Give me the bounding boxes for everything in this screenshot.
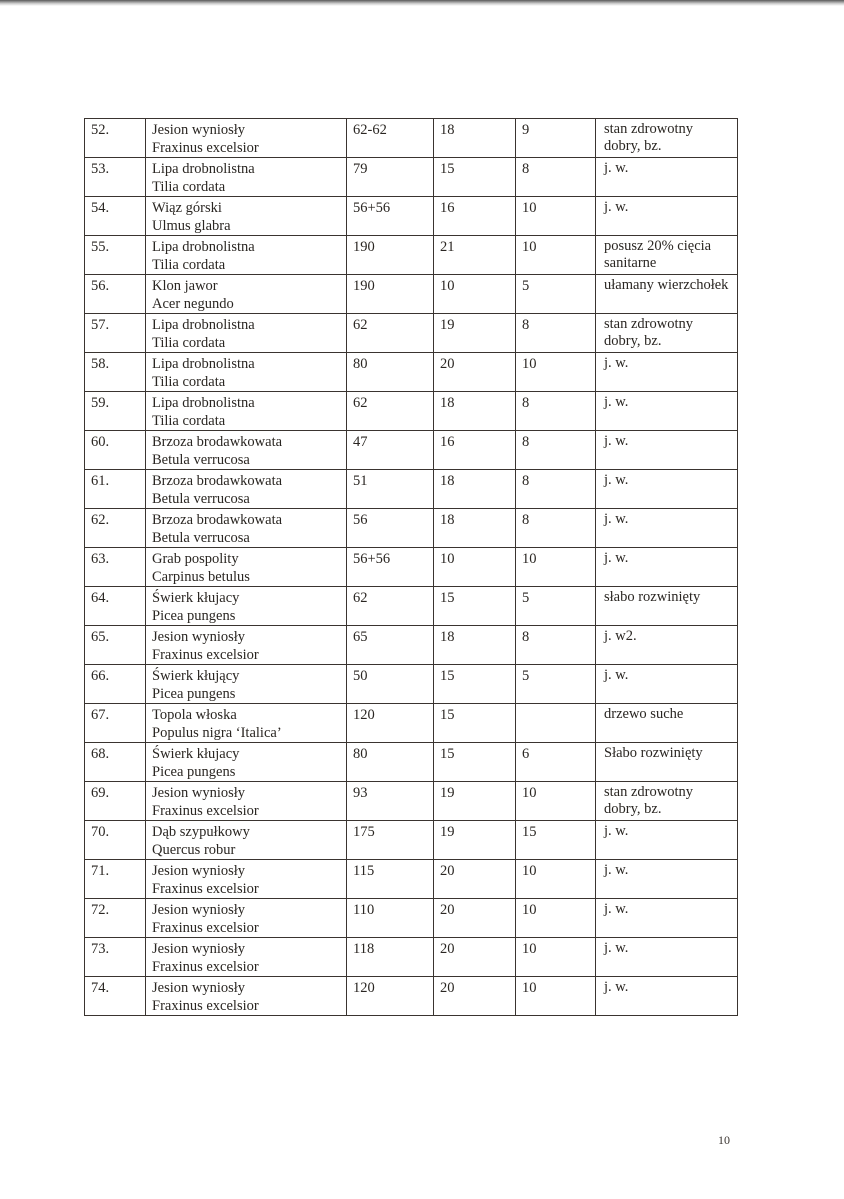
tree-height: 16 (434, 431, 516, 470)
species-latin-name: Fraxinus excelsior (152, 959, 259, 975)
species-polish-name: Jesion wyniosły (152, 629, 246, 645)
condition-note: Słabo rozwinięty (596, 743, 738, 782)
table-row (85, 158, 738, 197)
trunk-circumference: 110 (347, 899, 434, 938)
species-polish-name: Dąb szypułkowy (152, 824, 250, 840)
crown-diameter: 10 (516, 899, 596, 938)
row-number: 74. (85, 977, 146, 1016)
tree-inventory-table (84, 118, 738, 1016)
species-name (146, 899, 347, 938)
species-name (146, 704, 347, 743)
trunk-circumference: 56+56 (347, 197, 434, 236)
species-latin-name: Acer negundo (152, 296, 234, 312)
row-number: 65. (85, 626, 146, 665)
crown-diameter: 6 (516, 743, 596, 782)
species-latin-name: Tilia cordata (152, 335, 226, 351)
table-row (85, 977, 738, 1016)
species-name (146, 587, 347, 626)
table-body (85, 119, 738, 1016)
trunk-circumference: 65 (347, 626, 434, 665)
crown-diameter: 8 (516, 158, 596, 197)
page-number: 10 (718, 1133, 730, 1147)
row-number: 54. (85, 197, 146, 236)
species-latin-name: Picea pungens (152, 608, 236, 624)
species-polish-name: Lipa drobnolistna (152, 239, 255, 255)
species-name (146, 821, 347, 860)
species-polish-name: Świerk kłujacy (152, 746, 240, 762)
species-polish-name: Świerk kłujacy (152, 590, 240, 606)
tree-height: 20 (434, 977, 516, 1016)
crown-diameter: 8 (516, 431, 596, 470)
species-latin-name: Picea pungens (152, 764, 236, 780)
condition-note: j. w. (596, 899, 738, 938)
species-name (146, 119, 347, 158)
trunk-circumference: 62 (347, 314, 434, 353)
row-number: 67. (85, 704, 146, 743)
condition-note: j. w. (596, 392, 738, 431)
table-row (85, 782, 738, 821)
species-latin-name: Carpinus betulus (152, 569, 250, 585)
trunk-circumference: 62 (347, 587, 434, 626)
trunk-circumference: 120 (347, 704, 434, 743)
tree-height: 18 (434, 509, 516, 548)
crown-diameter: 10 (516, 782, 596, 821)
species-latin-name: Tilia cordata (152, 374, 226, 390)
table-row (85, 119, 738, 158)
tree-height: 20 (434, 938, 516, 977)
species-latin-name: Picea pungens (152, 686, 236, 702)
table-row (85, 314, 738, 353)
trunk-circumference: 50 (347, 665, 434, 704)
table-row (85, 743, 738, 782)
species-polish-name: Jesion wyniosły (152, 863, 246, 879)
tree-height: 15 (434, 665, 516, 704)
species-latin-name: Fraxinus excelsior (152, 920, 259, 936)
species-latin-name: Tilia cordata (152, 413, 226, 429)
row-number: 53. (85, 158, 146, 197)
trunk-circumference: 175 (347, 821, 434, 860)
tree-height: 19 (434, 782, 516, 821)
species-latin-name: Fraxinus excelsior (152, 803, 259, 819)
condition-note: j. w. (596, 860, 738, 899)
species-latin-name: Fraxinus excelsior (152, 647, 259, 663)
table-row (85, 860, 738, 899)
species-latin-name: Fraxinus excelsior (152, 140, 259, 156)
species-name (146, 236, 347, 275)
row-number: 56. (85, 275, 146, 314)
tree-height: 18 (434, 470, 516, 509)
table-row (85, 587, 738, 626)
crown-diameter: 8 (516, 626, 596, 665)
row-number: 73. (85, 938, 146, 977)
tree-height: 18 (434, 626, 516, 665)
condition-note: ułamany wierzchołek (596, 275, 738, 314)
row-number: 64. (85, 587, 146, 626)
crown-diameter: 5 (516, 665, 596, 704)
condition-note: j. w. (596, 938, 738, 977)
species-name (146, 977, 347, 1016)
condition-note: słabo rozwinięty (596, 587, 738, 626)
tree-height: 16 (434, 197, 516, 236)
species-name (146, 509, 347, 548)
species-latin-name: Fraxinus excelsior (152, 998, 259, 1014)
condition-note: j. w. (596, 665, 738, 704)
tree-height: 10 (434, 548, 516, 587)
crown-diameter: 10 (516, 938, 596, 977)
row-number: 72. (85, 899, 146, 938)
table-row (85, 665, 738, 704)
table-row (85, 899, 738, 938)
tree-height: 20 (434, 353, 516, 392)
table-row (85, 431, 738, 470)
species-name (146, 665, 347, 704)
crown-diameter: 5 (516, 275, 596, 314)
crown-diameter: 10 (516, 860, 596, 899)
row-number: 60. (85, 431, 146, 470)
tree-height: 15 (434, 704, 516, 743)
condition-note: j. w. (596, 548, 738, 587)
row-number: 57. (85, 314, 146, 353)
condition-note: j. w. (596, 158, 738, 197)
condition-note: drzewo suche (596, 704, 738, 743)
species-latin-name: Tilia cordata (152, 257, 226, 273)
species-polish-name: Jesion wyniosły (152, 980, 246, 996)
condition-note: j. w. (596, 431, 738, 470)
row-number: 68. (85, 743, 146, 782)
row-number: 69. (85, 782, 146, 821)
crown-diameter: 8 (516, 314, 596, 353)
species-polish-name: Topola włoska (152, 707, 237, 723)
table-row (85, 236, 738, 275)
crown-diameter: 10 (516, 548, 596, 587)
species-latin-name: Betula verrucosa (152, 452, 250, 468)
row-number: 62. (85, 509, 146, 548)
species-polish-name: Jesion wyniosły (152, 902, 246, 918)
trunk-circumference: 80 (347, 353, 434, 392)
table-row (85, 548, 738, 587)
condition-note: j. w. (596, 470, 738, 509)
species-polish-name: Jesion wyniosły (152, 941, 246, 957)
species-polish-name: Lipa drobnolistna (152, 317, 255, 333)
species-latin-name: Betula verrucosa (152, 491, 250, 507)
tree-height: 20 (434, 860, 516, 899)
species-polish-name: Lipa drobnolistna (152, 161, 255, 177)
crown-diameter (516, 704, 596, 743)
species-name (146, 782, 347, 821)
trunk-circumference: 118 (347, 938, 434, 977)
species-polish-name: Świerk kłujący (152, 668, 240, 684)
crown-diameter: 10 (516, 236, 596, 275)
tree-height: 10 (434, 275, 516, 314)
tree-height: 21 (434, 236, 516, 275)
condition-note: stan zdrowotny dobry, bz. (596, 782, 738, 821)
condition-note: j. w. (596, 977, 738, 1016)
trunk-circumference: 120 (347, 977, 434, 1016)
tree-height: 19 (434, 314, 516, 353)
row-number: 55. (85, 236, 146, 275)
crown-diameter: 8 (516, 470, 596, 509)
table-row (85, 704, 738, 743)
trunk-circumference: 190 (347, 275, 434, 314)
trunk-circumference: 115 (347, 860, 434, 899)
species-name (146, 626, 347, 665)
trunk-circumference: 51 (347, 470, 434, 509)
trunk-circumference: 56+56 (347, 548, 434, 587)
trunk-circumference: 79 (347, 158, 434, 197)
trunk-circumference: 62-62 (347, 119, 434, 158)
species-latin-name: Populus nigra ‘Italica’ (152, 725, 282, 741)
species-name (146, 353, 347, 392)
species-latin-name: Tilia cordata (152, 179, 226, 195)
species-latin-name: Fraxinus excelsior (152, 881, 259, 897)
species-name (146, 314, 347, 353)
species-latin-name: Ulmus glabra (152, 218, 231, 234)
crown-diameter: 8 (516, 392, 596, 431)
table-row (85, 197, 738, 236)
table-row (85, 938, 738, 977)
table-row (85, 509, 738, 548)
species-name (146, 158, 347, 197)
species-latin-name: Quercus robur (152, 842, 236, 858)
row-number: 58. (85, 353, 146, 392)
crown-diameter: 15 (516, 821, 596, 860)
crown-diameter: 10 (516, 353, 596, 392)
condition-note: j. w. (596, 197, 738, 236)
condition-note: posusz 20% cięcia sanitarne (596, 236, 738, 275)
row-number: 61. (85, 470, 146, 509)
species-polish-name: Brzoza brodawkowata (152, 434, 283, 450)
species-polish-name: Jesion wyniosły (152, 785, 246, 801)
species-name (146, 470, 347, 509)
trunk-circumference: 93 (347, 782, 434, 821)
species-polish-name: Klon jawor (152, 278, 218, 294)
crown-diameter: 8 (516, 509, 596, 548)
table-row (85, 353, 738, 392)
row-number: 66. (85, 665, 146, 704)
tree-height: 15 (434, 587, 516, 626)
species-name (146, 548, 347, 587)
row-number: 71. (85, 860, 146, 899)
species-latin-name: Betula verrucosa (152, 530, 250, 546)
row-number: 63. (85, 548, 146, 587)
table-row (85, 626, 738, 665)
trunk-circumference: 62 (347, 392, 434, 431)
tree-height: 18 (434, 119, 516, 158)
tree-height: 15 (434, 743, 516, 782)
crown-diameter: 5 (516, 587, 596, 626)
tree-height: 18 (434, 392, 516, 431)
species-polish-name: Lipa drobnolistna (152, 395, 255, 411)
species-name (146, 743, 347, 782)
species-polish-name: Lipa drobnolistna (152, 356, 255, 372)
species-name (146, 431, 347, 470)
tree-inventory-table-wrapper (84, 118, 737, 1016)
crown-diameter: 10 (516, 977, 596, 1016)
species-name (146, 392, 347, 431)
condition-note: j. w. (596, 509, 738, 548)
table-row (85, 392, 738, 431)
tree-height: 20 (434, 899, 516, 938)
species-name (146, 938, 347, 977)
trunk-circumference: 47 (347, 431, 434, 470)
trunk-circumference: 56 (347, 509, 434, 548)
row-number: 59. (85, 392, 146, 431)
tree-height: 19 (434, 821, 516, 860)
species-polish-name: Jesion wyniosły (152, 122, 246, 138)
species-name (146, 860, 347, 899)
condition-note: j. w. (596, 821, 738, 860)
condition-note: stan zdrowotny dobry, bz. (596, 119, 738, 158)
table-row (85, 275, 738, 314)
trunk-circumference: 80 (347, 743, 434, 782)
row-number: 52. (85, 119, 146, 158)
condition-note: j. w2. (596, 626, 738, 665)
species-polish-name: Wiąz górski (152, 200, 222, 216)
condition-note: stan zdrowotny dobry, bz. (596, 314, 738, 353)
species-polish-name: Brzoza brodawkowata (152, 473, 283, 489)
trunk-circumference: 190 (347, 236, 434, 275)
table-row (85, 821, 738, 860)
species-name (146, 275, 347, 314)
row-number: 70. (85, 821, 146, 860)
condition-note: j. w. (596, 353, 738, 392)
crown-diameter: 10 (516, 197, 596, 236)
species-name (146, 197, 347, 236)
tree-height: 15 (434, 158, 516, 197)
crown-diameter: 9 (516, 119, 596, 158)
species-polish-name: Grab pospolity (152, 551, 239, 567)
scan-top-edge (0, 0, 844, 6)
table-row (85, 470, 738, 509)
species-polish-name: Brzoza brodawkowata (152, 512, 283, 528)
